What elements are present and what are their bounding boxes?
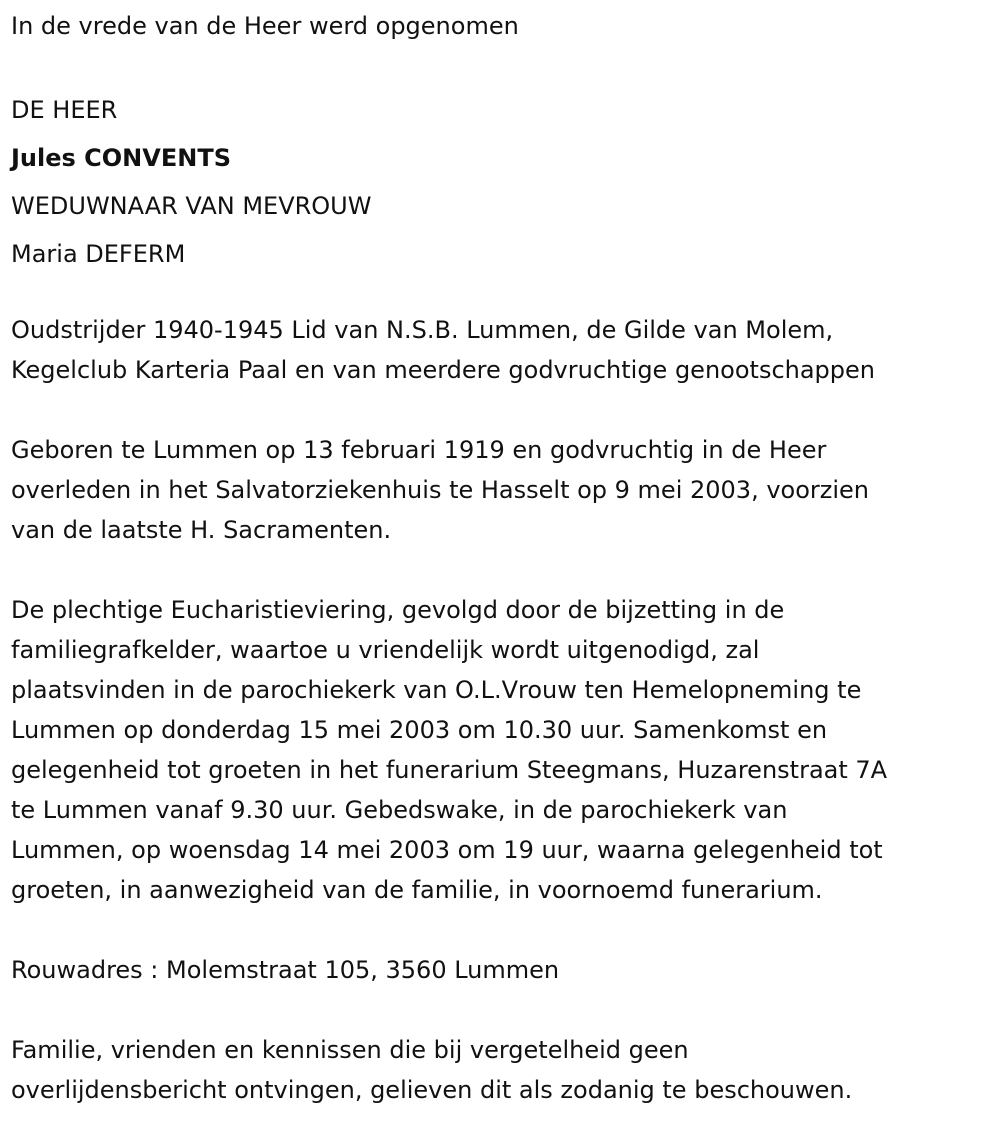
mourning-address: Rouwadres : Molemstraat 105, 3560 Lummen [11,956,560,984]
spacer [11,278,993,310]
birth-death-line: overleden in het Salvatorziekenhuis te Hasselt op 9 mei 2003, voorzien [11,476,870,504]
ceremony-line: familiegrafkelder, waartoe u vriendelijk wordt uitgenodigd, zal [11,636,760,664]
memberships-paragraph [11,310,993,390]
closing-line: Familie, vrienden en kennissen die bij vergetelheid geen [11,1036,689,1064]
ceremony-line: De plechtige Eucharistieviering, gevolgd door de bijzetting in de [11,596,785,624]
relation-line: WEDUWNAAR VAN MEVROUW [11,192,372,220]
birth-death-line: van de laatste H. Sacramenten. [11,516,392,544]
memberships-line: Oudstrijder 1940-1945 Lid van N.S.B. Lummen, de Gilde van Molem, [11,316,834,344]
closing-line: overlijdensbericht ontvingen, gelieven dit als zodanig te beschouwen. [11,1076,853,1104]
spacer [11,390,993,430]
spacer [11,990,993,1030]
ceremony-line: gelegenheid tot groeten in het funerarium Steegmans, Huzarenstraat 7A [11,756,888,784]
ceremony-line: te Lummen vanaf 9.30 uur. Gebedswake, in de parochiekerk van [11,796,788,824]
obituary-document [11,6,993,1110]
memberships-line: Kegelclub Karteria Paal en van meerdere godvruchtige genootschappen [11,356,875,384]
birth-death-line: Geboren te Lummen op 13 februari 1919 en godvruchtig in de Heer [11,436,827,464]
closing-paragraph [11,1030,993,1110]
ceremony-line: Lummen op donderdag 15 mei 2003 om 10.30 uur. Samenkomst en [11,716,828,744]
spouse-name: Maria DEFERM [11,240,186,268]
title-prefix: DE HEER [11,96,118,124]
spacer [11,910,993,950]
spacer [11,46,993,86]
ceremony-line: plaatsvinden in de parochiekerk van O.L.Vrouw ten Hemelopneming te [11,676,862,704]
deceased-name: Jules CONVENTS [11,144,231,172]
spacer [11,550,993,590]
birth-death-paragraph [11,430,993,550]
intro-line: In de vrede van de Heer werd opgenomen [11,12,519,40]
ceremony-line: Lummen, op woensdag 14 mei 2003 om 19 uur, waarna gelegenheid tot [11,836,883,864]
ceremony-line: groeten, in aanwezigheid van de familie, in voornoemd funerarium. [11,876,823,904]
ceremony-paragraph [11,590,993,910]
